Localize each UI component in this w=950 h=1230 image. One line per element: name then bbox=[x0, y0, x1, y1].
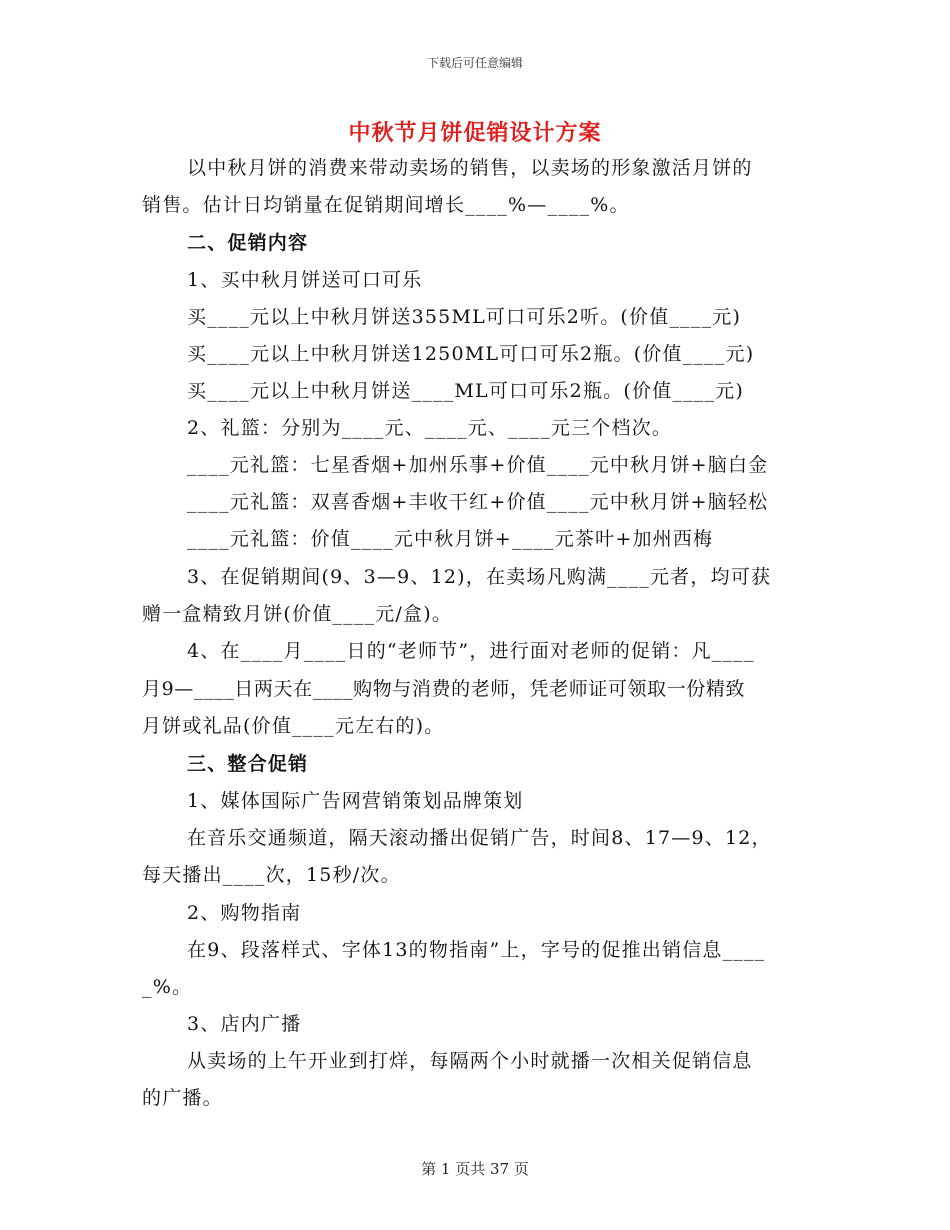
body-line: ____元礼篮：价值____元中秋月饼+____元茶叶+加州西梅 bbox=[187, 528, 714, 550]
body-line: 3、店内广播 bbox=[187, 1013, 302, 1035]
body-line: 买____元以上中秋月饼送355ML可口可乐2听。(价值____元) bbox=[187, 306, 742, 328]
body-line: 3、在促销期间(9、3—9、12)，在卖场凡购满____元者，均可获 bbox=[187, 566, 772, 588]
body-line: 1、媒体国际广告网营销策划品牌策划 bbox=[187, 790, 524, 812]
body-line: 2、购物指南 bbox=[187, 902, 302, 924]
body-line: ____元礼篮：双喜香烟+丰收干红+价值____元中秋月饼+脑轻松 bbox=[187, 491, 769, 513]
body-line: 的广播。 bbox=[142, 1087, 223, 1109]
body-line: 在9、段落样式、字体13的物指南”上，字号的促推出销信息____ bbox=[187, 939, 766, 961]
body-line: 在音乐交通频道，隔天滚动播出促销广告，时间8、17—9、12， bbox=[187, 827, 772, 849]
body-line: 买____元以上中秋月饼送____ML可口可乐2瓶。(价值____元) bbox=[187, 380, 744, 402]
body-line: _%。 bbox=[142, 976, 193, 998]
body-line: 销售。估计日均销量在促销期间增长____%—____%。 bbox=[142, 194, 630, 216]
body-line: 2、礼篮：分别为____元、____元、____元三个档次。 bbox=[187, 417, 673, 439]
body-line: 月饼或礼品(价值____元左右的)。 bbox=[142, 715, 445, 737]
body-line: ____元礼篮：七星香烟+加州乐事+价值____元中秋月饼+脑白金 bbox=[187, 454, 769, 476]
section-heading: 二、促销内容 bbox=[187, 232, 309, 254]
page-footer: 第 1 页共 37 页 bbox=[421, 1160, 529, 1178]
page-header: 下载后可任意编辑 bbox=[426, 56, 523, 70]
body-line: 4、在____月____日的“老师节”，进行面对老师的促销：凡____ bbox=[187, 640, 755, 662]
document-title: 中秋节月饼促销设计方案 bbox=[348, 121, 602, 146]
body-line: 买____元以上中秋月饼送1250ML可口可乐2瓶。(价值____元) bbox=[187, 343, 755, 365]
body-line: 1、买中秋月饼送可口可乐 bbox=[187, 269, 423, 291]
body-line: 从卖场的上午开业到打烊，每隔两个小时就播一次相关促销信息 bbox=[187, 1050, 753, 1072]
body-line: 以中秋月饼的消费来带动卖场的销售，以卖场的形象激活月饼的 bbox=[187, 157, 753, 179]
body-line: 赠一盒精致月饼(价值____元/盒)。 bbox=[142, 603, 453, 625]
body-line: 月9—____日两天在____购物与消费的老师，凭老师证可领取一份精致 bbox=[142, 678, 746, 700]
body-line: 每天播出____次，15秒/次。 bbox=[142, 864, 401, 886]
section-heading: 三、整合促销 bbox=[187, 753, 309, 775]
